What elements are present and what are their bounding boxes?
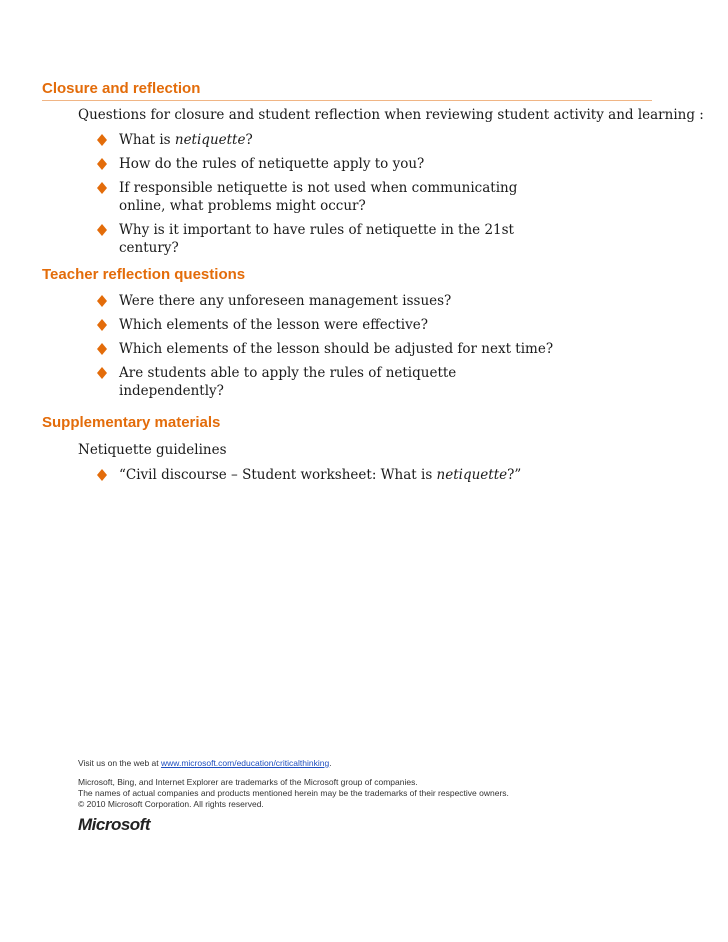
- list-item-emphasis: netiquette: [174, 132, 246, 148]
- footer-trademark-line: Microsoft, Bing, and Internet Explorer are trademarks of the Microsoft group of companies.: [78, 777, 418, 787]
- microsoft-logo: Microsoft: [78, 815, 150, 834]
- list-item-text: ?”: [507, 467, 522, 483]
- diamond-bullet-icon: [97, 134, 107, 146]
- diamond-bullet-icon: [97, 182, 107, 194]
- supplementary-heading: Supplementary materials: [42, 414, 221, 431]
- list-item-text: “Civil discourse – Student worksheet: What is: [119, 467, 437, 483]
- closure-question-list: [42, 131, 652, 257]
- list-item-text: Why is it important to have rules of netiquette in the 21st century?: [119, 222, 514, 256]
- teacher-reflection-section: [42, 265, 652, 400]
- footer-spacer: [78, 769, 678, 777]
- diamond-bullet-icon: [97, 158, 107, 170]
- list-item-text: How do the rules of netiquette apply to you?: [119, 156, 425, 172]
- diamond-bullet-icon: [97, 367, 107, 379]
- footer-copyright: © 2010 Microsoft Corporation. All rights reserved.: [78, 799, 264, 809]
- supplementary-section: [42, 413, 652, 484]
- diamond-bullet-icon: [97, 319, 107, 331]
- list-item-text: Which elements of the lesson were effective?: [119, 317, 428, 333]
- list-item: [42, 179, 559, 215]
- closure-heading: Closure and reflection: [42, 80, 201, 97]
- diamond-bullet-icon: [97, 469, 107, 481]
- footer-visit-text: .: [329, 758, 332, 768]
- list-item-emphasis: netiquette: [436, 467, 508, 483]
- diamond-bullet-icon: [97, 295, 107, 307]
- list-item-text: Were there any unforeseen management issues?: [119, 293, 452, 309]
- list-item: [42, 292, 559, 310]
- list-item-text: Which elements of the lesson should be adjusted for next time?: [119, 341, 554, 357]
- list-item: [42, 316, 559, 334]
- teacher-reflection-heading: Teacher reflection questions: [42, 266, 246, 283]
- supplementary-list: [42, 466, 652, 484]
- closure-intro: Questions for closure and student reflection when reviewing student activity and learning :: [78, 107, 704, 123]
- footer-visit-line: [78, 758, 678, 769]
- list-item: [42, 131, 559, 149]
- closure-section: [42, 79, 704, 257]
- list-item: [42, 221, 559, 257]
- section-divider: [42, 100, 652, 101]
- list-item: [42, 340, 559, 358]
- footer-visit-text: Visit us on the web at: [78, 758, 162, 768]
- page-footer: [78, 758, 678, 810]
- list-item-text: ?: [245, 132, 253, 148]
- list-item: [42, 155, 559, 173]
- list-item-text: Are students able to apply the rules of netiquette independently?: [119, 365, 457, 399]
- diamond-bullet-icon: [97, 343, 107, 355]
- teacher-question-list: [42, 292, 652, 400]
- supplementary-intro: Netiquette guidelines: [78, 442, 227, 458]
- list-item: [42, 364, 559, 400]
- footer-website-link[interactable]: www.microsoft.com/education/criticalthinking: [161, 758, 330, 768]
- footer-trademark-line: The names of actual companies and products mentioned herein may be the trademarks of their respective owners.: [78, 788, 509, 798]
- diamond-bullet-icon: [97, 224, 107, 236]
- list-item-text: What is: [119, 132, 175, 148]
- list-item: [42, 466, 559, 484]
- list-item-text: If responsible netiquette is not used when communicating online, what problems might occur?: [119, 180, 518, 214]
